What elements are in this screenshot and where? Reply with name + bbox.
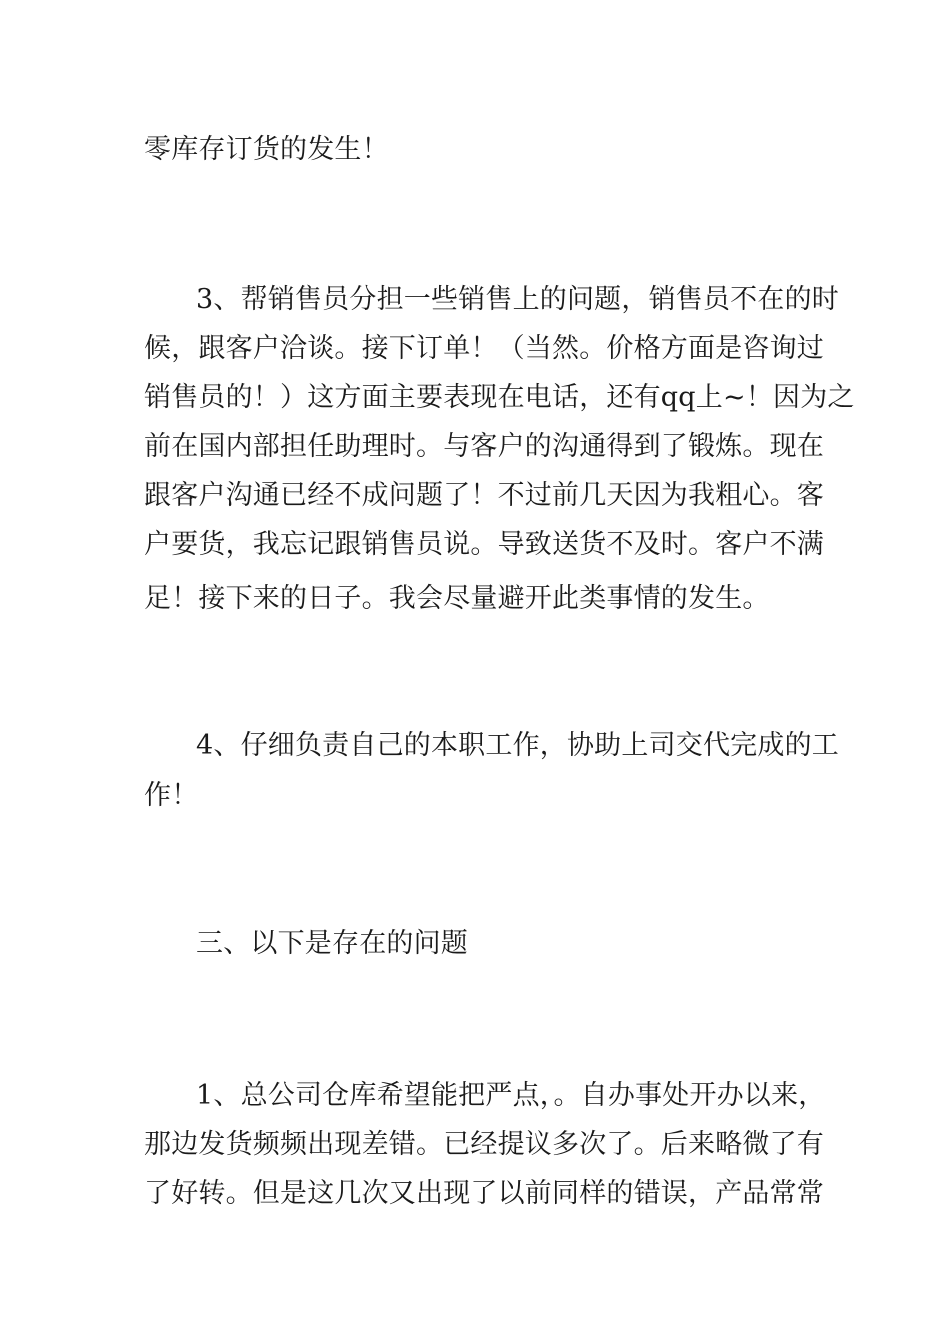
text-line: 户要货，我忘记跟销售员说。导致送货不及时。客户不满	[144, 529, 824, 560]
text-line: 跟客户沟通已经不成问题了！不过前几天因为我粗心。客	[144, 480, 824, 511]
text-line: 1、总公司仓库希望能把严点，。自办事处开办以来，	[196, 1080, 826, 1111]
text-line: 3、帮销售员分担一些销售上的问题，销售员不在的时	[196, 284, 839, 315]
section-heading: 三、以下是存在的问题	[196, 928, 468, 959]
text-line: 销售员的！）这方面主要表现在电话，还有qq上~！因为之	[144, 382, 855, 413]
text-line: 4、仔细负责自己的本职工作，协助上司交代完成的工	[196, 730, 839, 761]
text-line: 候，跟客户洽谈。接下订单！（当然。价格方面是咨询过	[144, 333, 824, 364]
text-line: 前在国内部担任助理时。与客户的沟通得到了锻炼。现在	[144, 431, 824, 462]
text-line: 了好转。但是这几次又出现了以前同样的错误，产品常常	[144, 1178, 824, 1209]
text-line: 零库存订货的发生！	[144, 134, 389, 165]
text-line: 作！	[144, 780, 199, 811]
text-line: 足！接下来的日子。我会尽量避开此类事情的发生。	[144, 583, 770, 614]
text-line: 那边发货频频出现差错。已经提议多次了。后来略微了有	[144, 1129, 824, 1160]
